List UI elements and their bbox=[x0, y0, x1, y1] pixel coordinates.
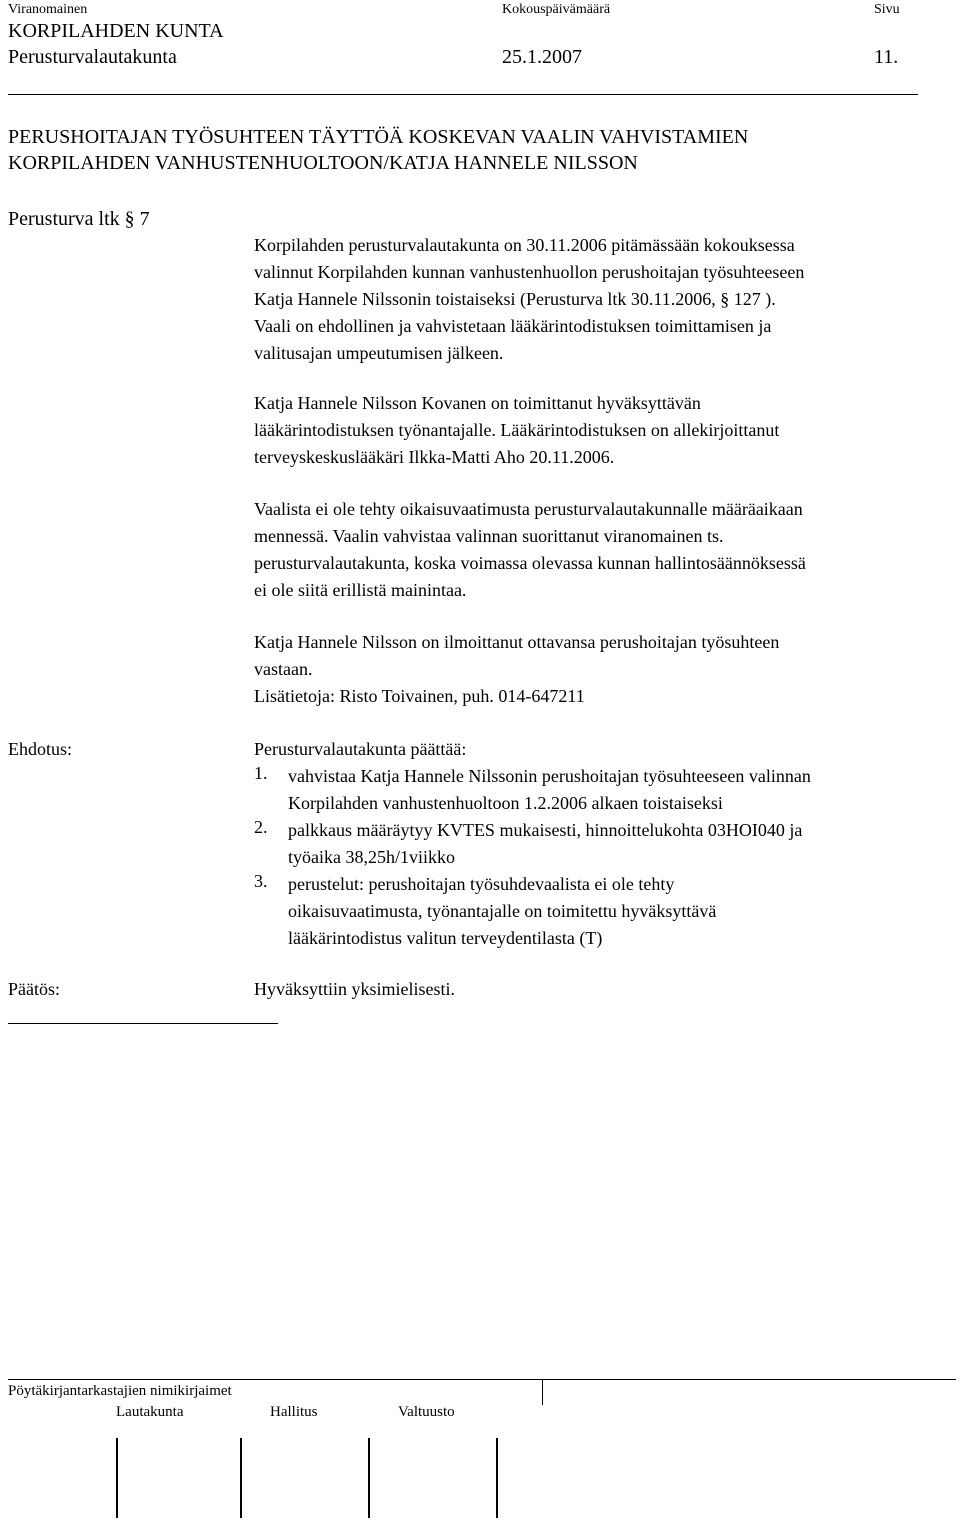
proposal-item bbox=[288, 763, 811, 817]
text-line: valinnut Korpilahden kunnan vanhustenhuollon perushoitajan työsuhteeseen bbox=[254, 262, 805, 282]
proposal-label: Ehdotus: bbox=[8, 739, 73, 759]
signature-field-council-2 bbox=[496, 1438, 498, 1518]
header-authority: Perusturvalautakunta bbox=[8, 46, 177, 68]
text-line: vastaan. bbox=[254, 659, 313, 679]
text-line: Korpilahden perusturvalautakunta on 30.11.2006 pitämässään kokouksessa bbox=[254, 235, 795, 255]
footer-top-border bbox=[8, 1379, 956, 1380]
text-line: Katja Hannele Nilssonin toistaiseksi (Perusturva ltk 30.11.2006, § 127 ). bbox=[254, 289, 776, 309]
text-line: Vaali on ehdollinen ja vahvistetaan lääkärintodistuksen toimittamisen ja bbox=[254, 316, 772, 336]
paragraph-certificate bbox=[254, 390, 954, 471]
text-line: perusturvalautakunta, koska voimassa olevassa kunnan hallintosäännöksessä bbox=[254, 553, 806, 573]
header-date-label: Kokouspäivämäärä bbox=[502, 2, 611, 17]
text-line: lääkärintodistus valitun terveydentilasta (T) bbox=[288, 928, 603, 948]
paragraph-background bbox=[254, 232, 954, 367]
footer-title: Pöytäkirjantarkastajien nimikirjaimet bbox=[8, 1383, 232, 1399]
text-line: mennessä. Vaalin vahvistaa valinnan suorittanut viranomainen ts. bbox=[254, 526, 724, 546]
contact-info: Lisätietoja: Risto Toivainen, puh. 014-647211 bbox=[254, 686, 585, 706]
header-page-label: Sivu bbox=[874, 2, 900, 17]
header-authority-label: Viranomainen bbox=[8, 2, 88, 17]
text-line: vahvistaa Katja Hannele Nilssonin perushoitajan työsuhteeseen valinnan bbox=[288, 766, 811, 786]
paragraph-appeal bbox=[254, 496, 954, 604]
text-line: Vaalista ei ole tehty oikaisuvaatimusta perusturvalautakunnalle määräaikaan bbox=[254, 499, 803, 519]
text-line: perustelut: perushoitajan työsuhdevaalista ei ole tehty bbox=[288, 874, 675, 894]
proposal-item-number: 1. bbox=[254, 763, 268, 783]
header-page-number: 11. bbox=[874, 46, 899, 68]
header-divider bbox=[8, 94, 918, 95]
text-line: lääkärintodistuksen työnantajalle. Lääkärintodistuksen on allekirjoittanut bbox=[254, 420, 780, 440]
text-line: ei ole siitä erillistä mainintaa. bbox=[254, 580, 467, 600]
footer-council-label: Valtuusto bbox=[398, 1404, 455, 1420]
header-date: 25.1.2007 bbox=[502, 46, 582, 68]
footer-column-divider bbox=[542, 1379, 543, 1405]
paragraph-acceptance bbox=[254, 629, 954, 710]
document-title-line-2: KORPILAHDEN VANHUSTENHUOLTOON/KATJA HANNELE NILSSON bbox=[8, 152, 638, 174]
proposal-item bbox=[288, 871, 716, 952]
text-line: terveyskeskuslääkäri Ilkka-Matti Aho 20.11.2006. bbox=[254, 447, 615, 467]
proposal-item bbox=[288, 817, 802, 871]
proposal-item-number: 2. bbox=[254, 817, 268, 837]
text-line: Katja Hannele Nilsson Kovanen on toimittanut hyväksyttävän bbox=[254, 393, 701, 413]
text-line: Korpilahden vanhustenhuoltoon 1.2.2006 alkaen toistaiseksi bbox=[288, 793, 723, 813]
document-title-line-1: PERUSHOITAJAN TYÖSUHTEEN TÄYTTÖÄ KOSKEVAN VAALIN VAHVISTAMIEN bbox=[8, 126, 749, 148]
decision-text: Hyväksyttiin yksimielisesti. bbox=[254, 979, 455, 999]
decision-divider bbox=[8, 1023, 278, 1024]
footer-board-label: Lautakunta bbox=[116, 1404, 184, 1420]
footer-government-label: Hallitus bbox=[270, 1404, 318, 1420]
proposal-intro: Perusturvalautakunta päättää: bbox=[254, 739, 467, 759]
signature-field-board bbox=[116, 1438, 118, 1518]
text-line: valitusajan umpeutumisen jälkeen. bbox=[254, 343, 504, 363]
header-municipality: KORPILAHDEN KUNTA bbox=[8, 20, 224, 42]
signature-field-council-1 bbox=[368, 1438, 370, 1518]
text-line: oikaisuvaatimusta, työnantajalle on toimitettu hyväksyttävä bbox=[288, 901, 717, 921]
decision-label: Päätös: bbox=[8, 979, 60, 999]
section-reference: Perusturva ltk § 7 bbox=[8, 208, 150, 230]
text-line: Katja Hannele Nilsson on ilmoittanut ottavansa perushoitajan työsuhteen bbox=[254, 632, 780, 652]
proposal-item-number: 3. bbox=[254, 871, 268, 891]
text-line: palkkaus määräytyy KVTES mukaisesti, hinnoittelukohta 03HOI040 ja bbox=[288, 820, 803, 840]
text-line: työaika 38,25h/1viikko bbox=[288, 847, 455, 867]
signature-field-government bbox=[240, 1438, 242, 1518]
